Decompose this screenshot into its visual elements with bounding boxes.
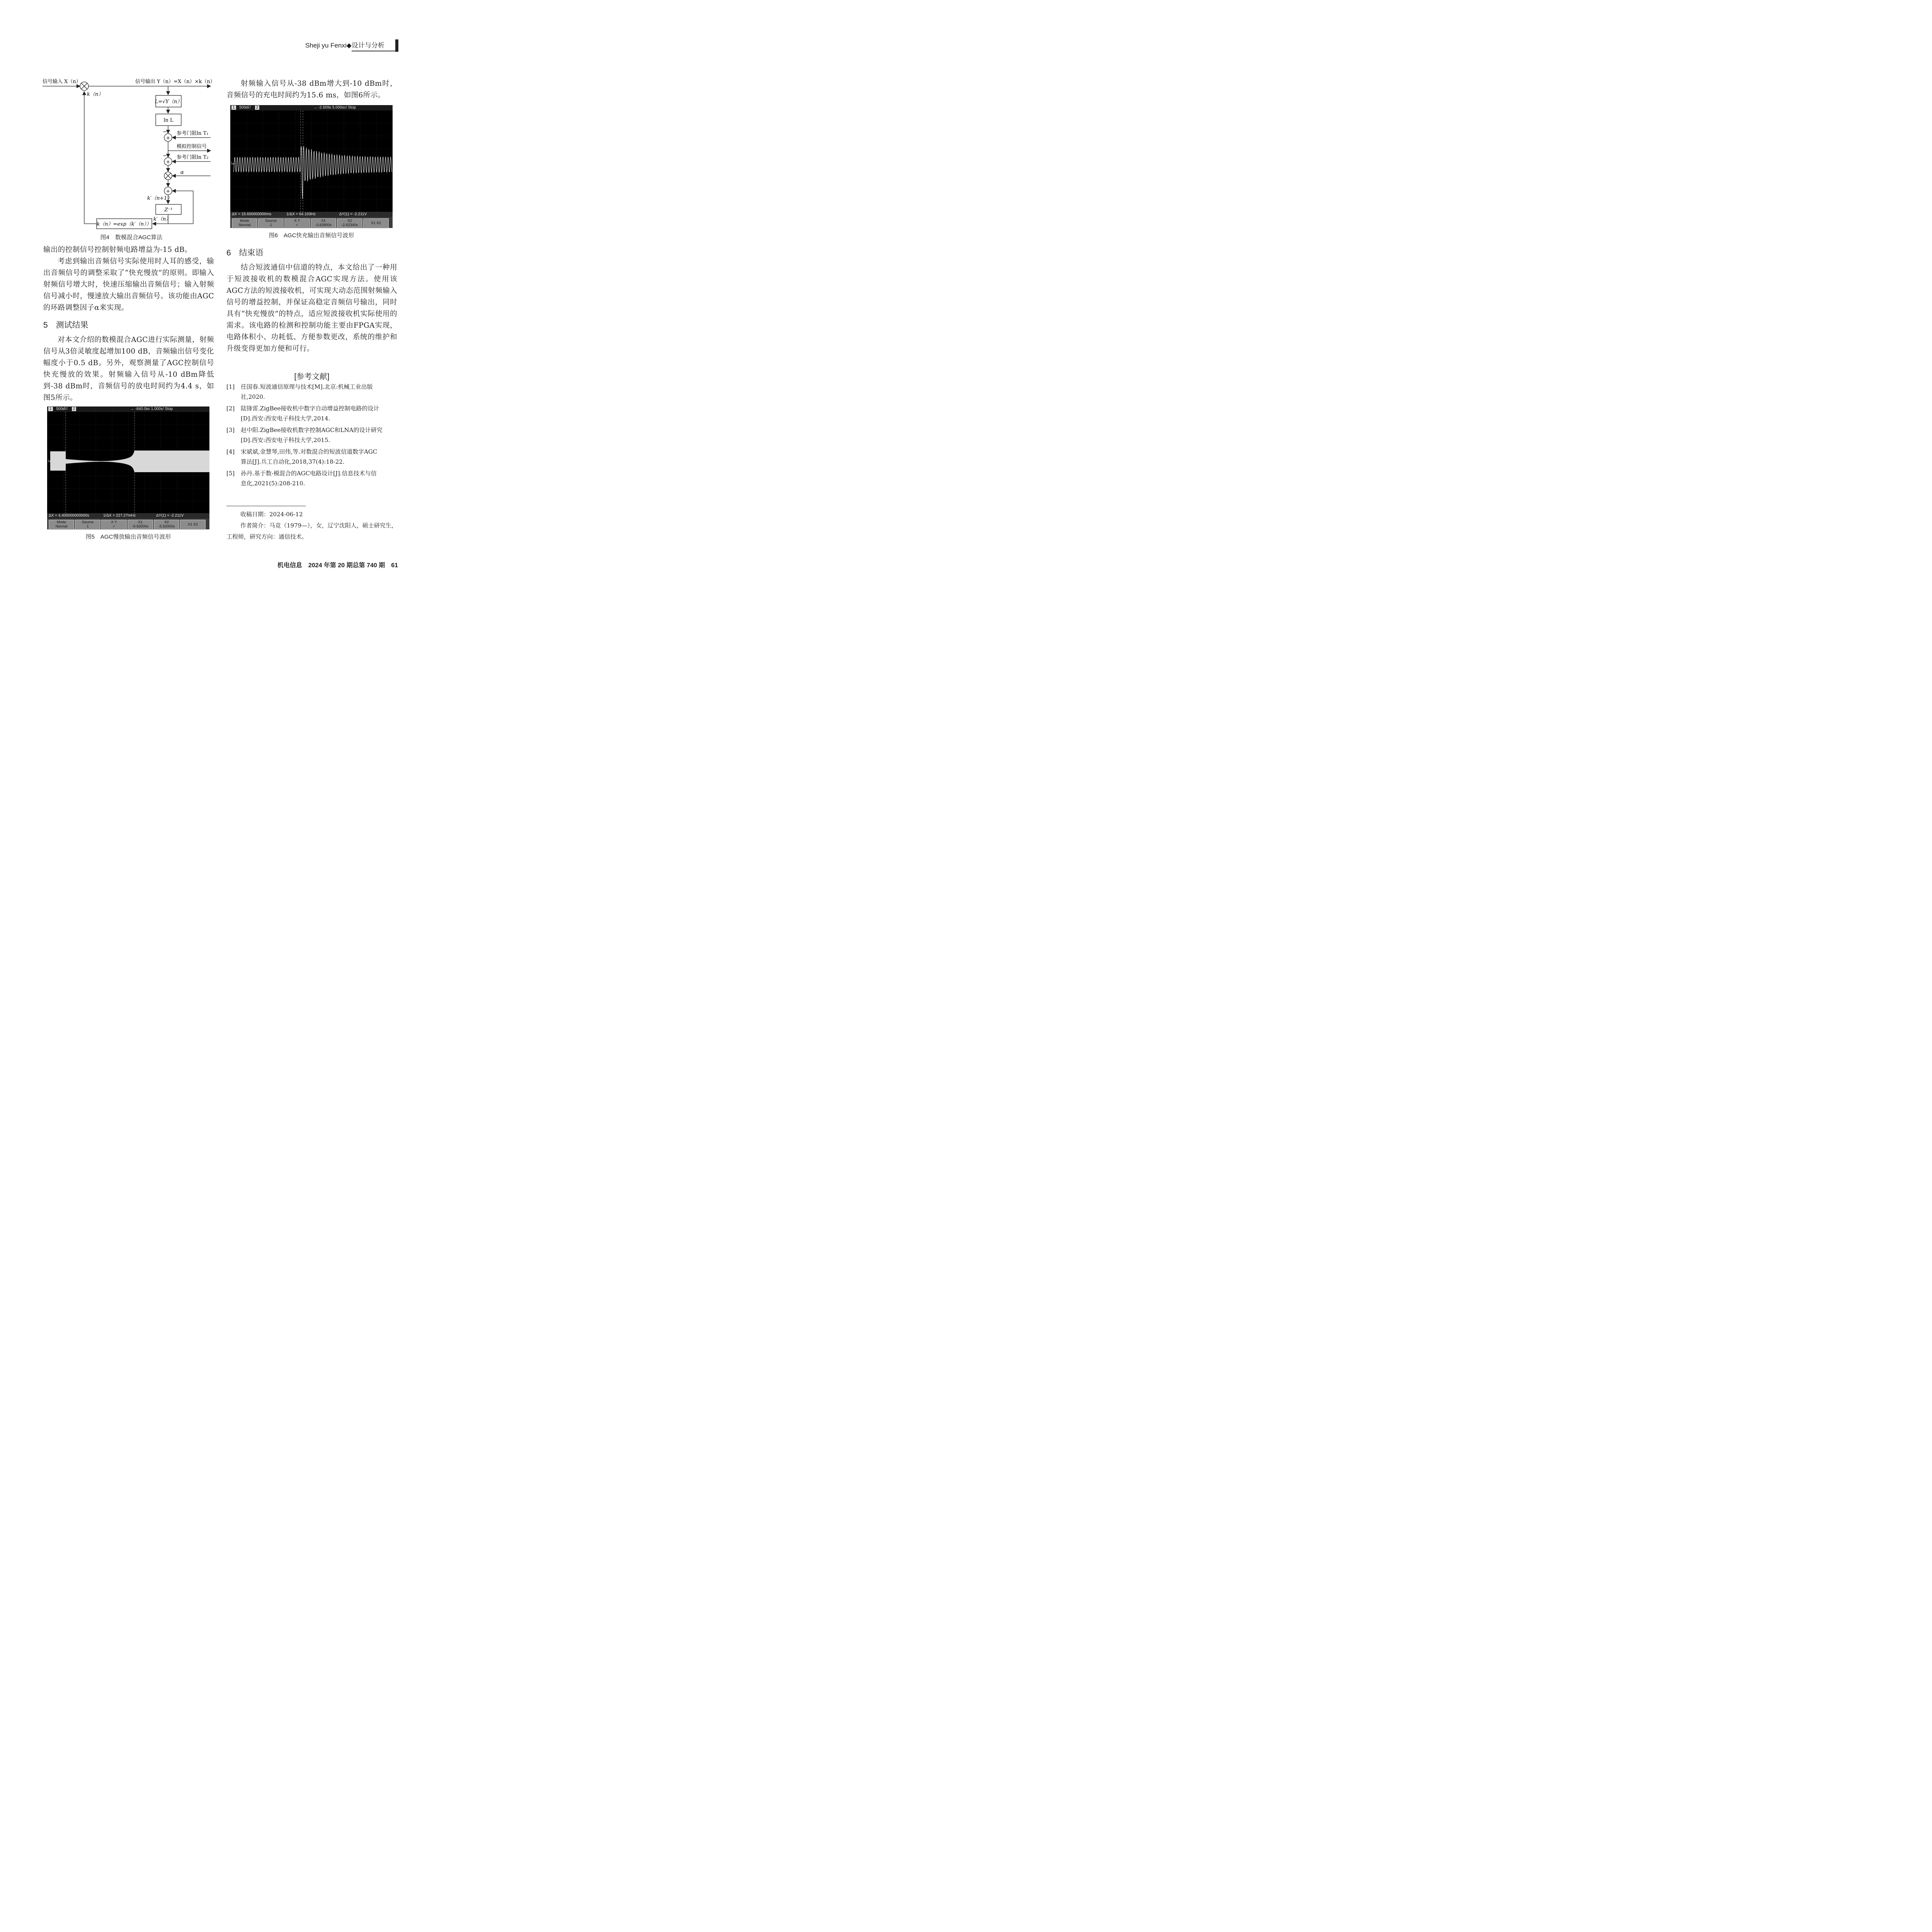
svg-text:+: + bbox=[166, 189, 170, 194]
figure6-scope bbox=[230, 105, 393, 228]
k-n-label: k（n） bbox=[87, 92, 104, 97]
figure4-caption: 图4 数模混合AGC算法 bbox=[100, 234, 163, 241]
x2-softkey[interactable]: X2 -2.62340s bbox=[337, 218, 362, 228]
inv-delta-x: 1/ΔX = 64.103Hz bbox=[286, 212, 316, 216]
sqrt-box-label: L=√Y（n） bbox=[155, 99, 182, 105]
delta-y: ΔY(1) = -2.211V bbox=[339, 212, 367, 216]
svg-text:+: + bbox=[166, 135, 170, 141]
ch1-badge: 1 bbox=[231, 105, 236, 110]
diamond-icon: ◆ bbox=[346, 42, 352, 49]
xy-softkey[interactable]: X Y ✓ bbox=[101, 520, 127, 530]
delay-box-label: Z⁻¹ bbox=[164, 207, 173, 213]
section-5-heading: 5 测试结果 bbox=[43, 321, 88, 330]
right-p2: 结合短波通信中信道的特点，本文给出了一种用于短波接收机的数模混合AGC实现方法。使用该AGC方法的短波接收机，可实现大动态范围射频输入信号的增益控制，并保证高稳定音频信号输出，同时具有“快充慢放”的特点，适应短波接收机实际使用的需求。该电路的检测和控制功能主要由FPGA实现，电路体积小、功耗低、方便参数更改，系统的维护和升级变得更加方便和可行。 bbox=[226, 264, 397, 353]
figure5-caption: 图5 AGC慢放输出音频信号波形 bbox=[85, 534, 171, 540]
ch1-marker: 1▸ bbox=[48, 459, 51, 463]
x2-softkey[interactable]: X2 -5.52000s bbox=[154, 520, 179, 530]
svg-text:+: + bbox=[166, 159, 170, 165]
figure4-diagram bbox=[41, 75, 218, 232]
mode-softkey[interactable]: Mode Normal bbox=[49, 520, 74, 530]
left-p3: 对本文介绍的数模混合AGC进行实际测量，射频信号从3倍灵敏度起增加100 dB，音频输出信号变化幅度小于0.5 dB。另外，观察测量了AGC控制信号快充慢放的效果。射频输入信号从-10 dBm降低到-38 dBm时，音频信号的放电时间约为4.4 s，如图5所示。 bbox=[43, 336, 214, 402]
timebase-label: → -2.609s 5.000㎳/ Stop bbox=[313, 105, 356, 110]
source-softkey[interactable]: Source 1 bbox=[75, 520, 100, 530]
references-heading: [参考文献] bbox=[294, 372, 330, 381]
multiplier-node bbox=[80, 82, 88, 90]
section-6-heading: 6 结束语 bbox=[226, 248, 264, 257]
ch1-marker: 1▸ bbox=[231, 162, 235, 165]
left-p2: 考虑到输出音频信号实际使用时人耳的感受，输出音频信号的调整采取了“快充慢放”的原则。即输入射频信号增大时，快速压缩输出音频信号；输入射频信号减小时，慢速放大输出音频信号。该功能由AGC的环路调整因子α来实现。 bbox=[43, 257, 214, 312]
ln-box-label: ln L bbox=[163, 117, 173, 123]
vscale-label: 500㎷/ bbox=[239, 105, 251, 110]
analog-label: 模拟控制信号 bbox=[177, 144, 207, 150]
x1x2-softkey[interactable]: X1 X2 bbox=[180, 520, 206, 530]
ch2-badge: 2 bbox=[255, 105, 260, 110]
xy-softkey[interactable]: X Y ✓ bbox=[284, 218, 310, 228]
page-footer: 机电信息 2024 年第 20 期总第 740 期 61 bbox=[277, 562, 398, 569]
alpha-label: α bbox=[180, 170, 184, 175]
scope6-measure bbox=[230, 212, 393, 217]
x1x2-softkey[interactable]: X1 X2 bbox=[363, 218, 389, 228]
timebase-label: → -840.0㎳ 1.000s/ Stop bbox=[130, 407, 173, 411]
reference-item: [2] 陆锋雷.ZigBee接收机中数字自动增益控制电路的设计 [D].西安:西安电子科技大学,2014. bbox=[226, 405, 379, 422]
scope5-softkeys bbox=[47, 519, 209, 529]
svg-text:−: − bbox=[163, 153, 167, 159]
ch1-badge: 1 bbox=[48, 407, 53, 411]
svg-text:−: − bbox=[163, 129, 167, 135]
figure5-scope bbox=[47, 406, 209, 529]
reference-item: [3] 赵中阳.ZigBee接收机数字控制AGC和LNA的设计研究 [D].西安:西安电子科技大学,2015. bbox=[226, 427, 383, 444]
figure6-waveform bbox=[230, 111, 393, 212]
ref1-label: 参考门限ln T₁ bbox=[177, 131, 209, 136]
signal-in-label: 信号输入 X（n） bbox=[43, 79, 81, 85]
vscale-label: 500㎷/ bbox=[56, 407, 68, 411]
scope5-topbar bbox=[47, 406, 209, 412]
delta-x: ΔX = 15.600000000ms bbox=[232, 212, 272, 216]
delta-y: ΔY(1) = -2.211V bbox=[156, 514, 184, 518]
exp-box-label: k（n）=exp（k′（n）） bbox=[97, 221, 151, 227]
scope5-measure bbox=[47, 513, 209, 519]
scope6-topbar bbox=[230, 105, 393, 111]
header-bar bbox=[395, 39, 398, 52]
x1-softkey[interactable]: X1 -2.63900s bbox=[311, 218, 336, 228]
delta-x: ΔX = 4.400000000000s bbox=[49, 514, 89, 518]
x1-softkey[interactable]: X1 -9.92000s bbox=[128, 520, 153, 530]
k-prime-label: k′（n） bbox=[153, 216, 171, 222]
right-p1: 射频输入信号从-38 dBm增大到-10 dBm时，音频信号的充电时间约为15.6 ms，如图6所示。 bbox=[226, 80, 397, 99]
figure6-caption: 图6 AGC快充输出音频信号波形 bbox=[269, 232, 354, 239]
mode-softkey[interactable]: Mode Normal bbox=[232, 218, 257, 228]
reference-item: [5] 孙丹.基于数-模混合的AGC电路设计[J].信息技术与信 息化,2021(5):208-210. bbox=[226, 470, 377, 487]
header-title: 设计与分析 bbox=[351, 42, 384, 49]
k-next-label: k′（n+1） bbox=[147, 196, 172, 201]
inv-delta-x: 1/ΔX = 227.27mHz bbox=[103, 514, 136, 518]
source-softkey[interactable]: Source 1 bbox=[258, 218, 284, 228]
running-header bbox=[305, 40, 396, 51]
signal-out-label: 信号输出 Y（n）=X（n）×k（n） bbox=[135, 79, 215, 85]
footnote-author: 作者简介：马竞（1979—），女，辽宁沈阳人，硕士研究生， 工程师，研究方向：通信技术。 bbox=[226, 522, 397, 540]
reference-item: [1] 任国春.短波通信原理与技术[M].北京:机械工业出版 社,2020. bbox=[226, 383, 373, 400]
footnote-received: 收稿日期：2024-06-12 bbox=[240, 511, 303, 518]
figure5-waveform bbox=[47, 412, 209, 513]
ch2-badge: 2 bbox=[72, 407, 77, 411]
scope6-softkeys bbox=[230, 217, 393, 228]
reference-item: [4] 宋斌斌,金慧琴,田伟,等.对数混合的短波信道数字AGC 算法[J].兵工自动化,2018,37(4):18-22. bbox=[226, 448, 378, 465]
ref2-label: 参考门限ln T₂ bbox=[177, 155, 209, 160]
references-list bbox=[226, 382, 397, 488]
header-pinyin: Sheji yu Fenxi bbox=[305, 42, 347, 49]
alpha-multiplier bbox=[164, 172, 172, 180]
left-p1: 输出的控制信号控制射频电路增益为-15 dB。 bbox=[43, 246, 192, 254]
